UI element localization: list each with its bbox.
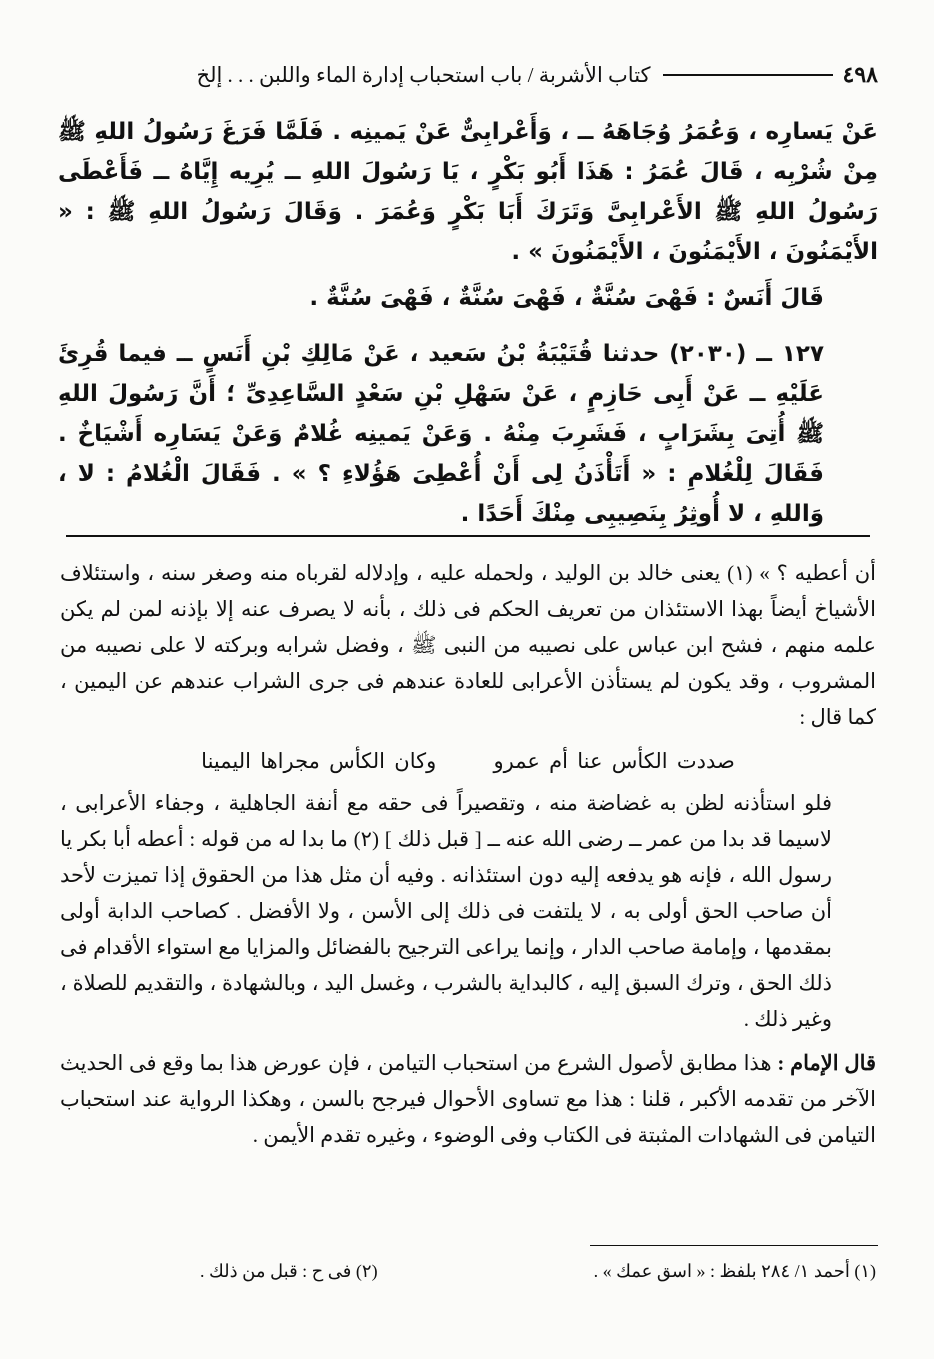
verse-second-half: وكان الكأس مجراها اليمينا (201, 749, 437, 773)
footnote-divider (590, 1245, 878, 1246)
hadith-paragraph-1: عَنْ يَسارِه ، وَعُمَرُ وُجَاهَهُ ــ ، وَأَعْرابِىٌّ عَنْ يَمينِه . فَلَمَّا فَرَغَ رَسُولُ اللهِ ﷺ مِنْ شُرْبِه ، قَالَ عُمَرُ : هَذَا أَبُو بَكْرٍ ، يَا رَسُولَ اللهِ ــ يُرِيه إِيَّاهُ ــ فَأَعْطَى رَسُولُ اللهِ ﷺ الأَعْرابِىَّ وَتَرَكَ أَبَا بَكْرٍ وَعُمَرَ . وَقَالَ رَسُولُ اللهِ ﷺ : « الأَيْمَنُونَ ، الأَيْمَنُونَ ، الأَيْمَنُونَ » . (58, 119, 878, 265)
hadith-paragraph-2: قَالَ أَنَسٌ : فَهْىَ سُنَّةٌ ، فَهْىَ سُنَّةٌ ، فَهْىَ سُنَّةٌ . (309, 285, 824, 311)
hadith-text (58, 112, 878, 534)
header-rule (663, 74, 833, 76)
commentary (60, 555, 876, 1153)
commentary-paragraph-1: أن أعطيه ؟ » (١) يعنى خالد بن الوليد ، ولحمله عليه ، وإدلاله لقرباه منه وصغر سنه ، واستئلاف الأشياخ أيضاً بهذا الاستئذان من تعريف الحكم فى ذلك ، بأنه لا يصرف عنه إلا بإذنه لمن لم يكن علمه منهم ، فشح ابن عباس على نصيبه من النبى ﷺ ، وفضل شرابه وبركته لا على نصيبه من المشروب ، وقد يكون لم يستأذن الأعرابى للعادة عندهم فى جرى الشراب عندهم عن اليمين ، كما قال : (60, 561, 876, 729)
footnote-2: (٢) فى ح : قبل من ذلك . (200, 1261, 378, 1281)
imam-lead: قال الإمام : (777, 1051, 877, 1075)
commentary-divider (66, 535, 870, 537)
hadith-paragraph-3: ١٢٧ ــ (٢٠٣٠) حدثنا قُتَيْبَةُ بْنُ سَعيد ، عَنْ مَالِكِ بْنِ أَنَسٍ ــ فيما قُرِئَ عَلَيْهِ ــ عَنْ أَبِى حَازِمٍ ، عَنْ سَهْلِ بْنِ سَعْدٍ السَّاعِدِىِّ ؛ أَنَّ رَسُولَ اللهِ ﷺ أُتِىَ بِشَرَابٍ ، فَشَرِبَ مِنْهُ . وَعَنْ يَمينِه غُلامٌ وَعَنْ يَسَارِه أَشْيَاخٌ . فَقَالَ لِلْغُلامِ : « أَتَأْذَنُ لِى أَنْ أُعْطِىَ هَؤُلاءِ ؟ » . فَقَالَ الْغُلامُ : لا ، وَاللهِ ، لا أُوثِرُ بِنَصِيبِى مِنْكَ أَحَدًا . (58, 341, 824, 527)
header-title: كتاب الأشربة / باب استحباب إدارة الماء واللبن . . . إلخ (196, 62, 651, 87)
poetry-verse (60, 743, 876, 779)
commentary-paragraph-3 (60, 1045, 876, 1153)
commentary-paragraph-2: فلو استأذنه لظن به غضاضة منه ، وتقصيراً فى حقه مع أنفة الجاهلية ، وجفاء الأعرابى ، لاسيما قد بدا من عمر ــ رضى الله عنه ــ [ قبل ذلك ] (٢) ما بدا له من قوله : أعطه أبا بكر يا رسول الله ، فإنه هو يدفعه إليه دون استئذانه . وفيه أن مثل هذا من الحقوق إذا تميزت لأحد أن صاحب الحق أولى به ، لا يلتفت فى ذلك إلى الأسن ، ولا الأفضل . كصاحب الدابة أولى بمقدمها ، وإمامة صاحب الدار ، وإنما يراعى الترجيح بالفضائل والمزايا مع استواء الأقدام فى ذلك الحق ، وترك السبق إليه ، كالبداية بالشرب ، وغسل اليد ، وبالشهادة ، والتقديم للصلاة ، وغير ذلك . (60, 791, 833, 1031)
commentary-paragraph-3-text: هذا مطابق لأصول الشرع من استحباب التيامن ، فإن عورض هذا بما وقع فى الحديث الآخر من تقدمه الأكبر ، قلنا : هذا مع تساوى الأحوال فيرجح بالسن ، وهكذا الرواية عند استحباب التيامن فى الشهادات المثبتة فى الكتاب وفى الوضوء ، وغيره تقدم الأيمن . (60, 1051, 876, 1147)
running-header (58, 58, 878, 92)
verse-first-half: صددت الكأس عنا أم عمرو (493, 749, 735, 773)
page-number: ٤٩٨ (842, 62, 878, 87)
footnotes (200, 1256, 876, 1286)
footnote-1: (١) أحمد ١/ ٢٨٤ بلفظ : « اسق عمك » . (593, 1261, 876, 1281)
